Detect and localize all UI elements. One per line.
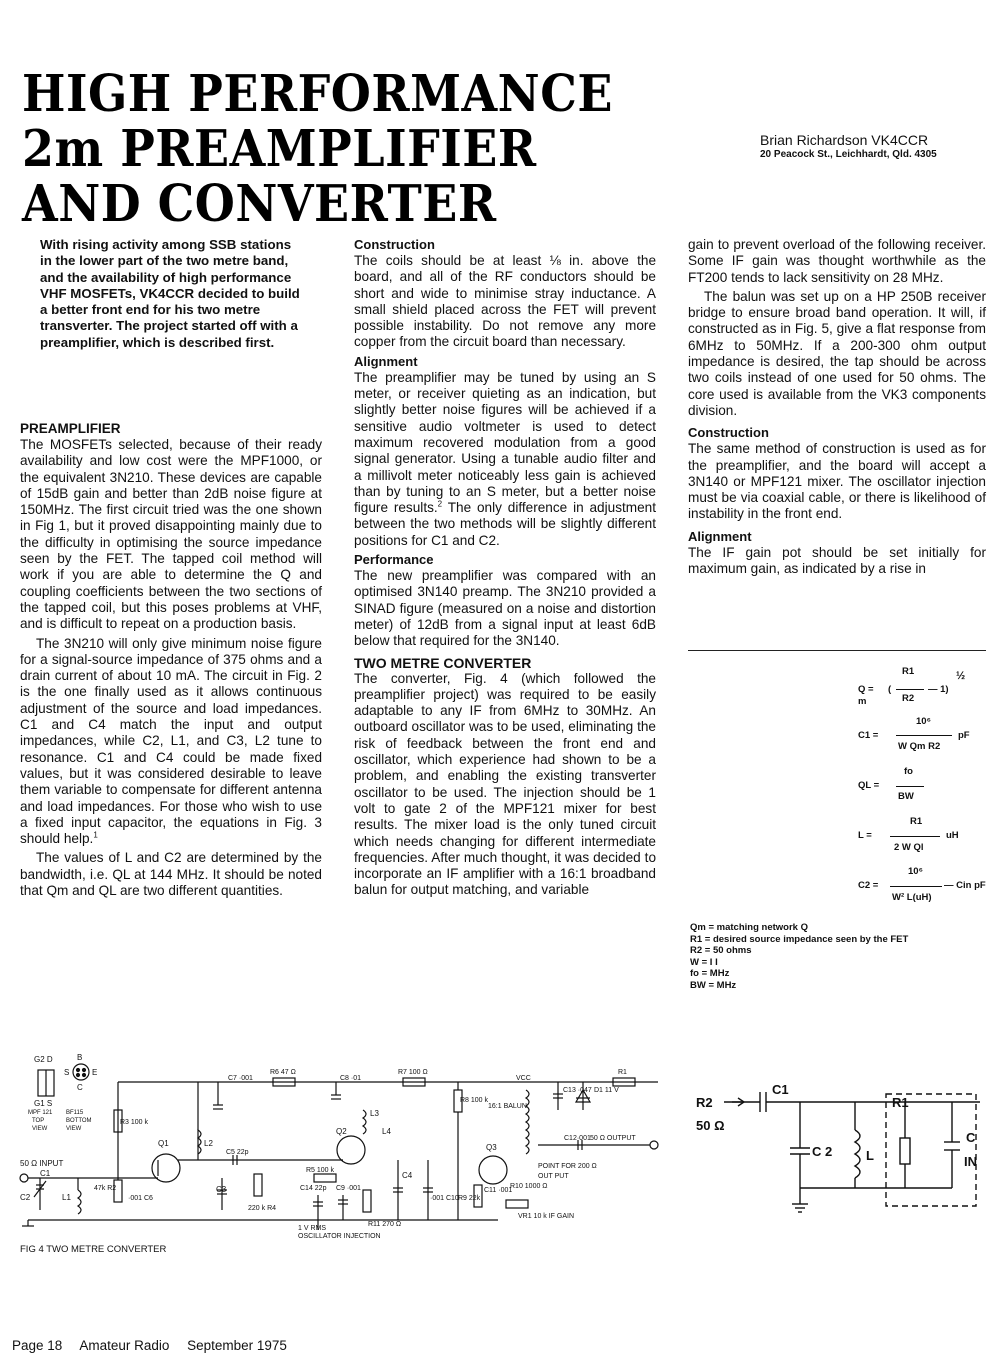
fig5-in: IN bbox=[964, 1154, 977, 1169]
eq-ql-lhs: QL = bbox=[858, 780, 880, 791]
fig5-l: L bbox=[866, 1148, 874, 1163]
label-balun: 16:1 BALUN bbox=[488, 1103, 527, 1110]
heading-construction-2: Construction bbox=[688, 425, 769, 441]
eq-l-num: R1 bbox=[910, 816, 923, 827]
balun-transformer bbox=[526, 1090, 529, 1154]
paragraph: The preamplifier may be tuned by using an S meter, or receiver quieting as an indication, but slightly better noise figures will be achieved if a sensitive audio voltmeter is used to detect maximum recovered modulation from a good signal generator. Using a tunable audio filter and a millivolt meter noticeably less gain is achieved than by tuning to an S meter, but a better noise figure results.$^2$ The only difference in adjustment between the two methods will be slightly different positions for C1 and C2. bbox=[354, 369, 656, 548]
heading-alignment: Alignment bbox=[354, 353, 418, 369]
label-c14: C14 22p bbox=[300, 1185, 327, 1192]
heading-construction: Construction bbox=[354, 237, 435, 252]
eq-c1-lhs: C1 = bbox=[858, 730, 879, 741]
label-c9: C9 ·001 bbox=[336, 1185, 361, 1192]
eq-q-exp: ½ bbox=[956, 670, 966, 682]
label-g1s: G1 S bbox=[34, 1099, 53, 1108]
label-c7: C7 ·001 bbox=[228, 1075, 253, 1082]
eq-c2-den: W² L(uH) bbox=[892, 892, 932, 903]
label-top: TOP bbox=[32, 1118, 45, 1124]
paragraph: The same method of construction is used as for the preamplifier, and the board will accept a 3N140 or MPF121 mixer. The oscillator injection must be via coaxial cable, or there is likelihood of instability in the front end. bbox=[688, 441, 986, 522]
fig5-schematic bbox=[690, 1080, 990, 1220]
heading-preamplifier: PREAMPLIFIER bbox=[20, 421, 121, 436]
label-r3: R3 100 k bbox=[120, 1119, 149, 1126]
eq-c2-lhs: C2 = bbox=[858, 880, 879, 891]
eq-q-den: R2 bbox=[902, 693, 915, 704]
label-q3: Q3 bbox=[486, 1143, 497, 1152]
divider bbox=[688, 650, 986, 651]
label-r8: R8 100 k bbox=[460, 1097, 489, 1104]
paragraph: The values of L and C2 are determined by the bandwidth, i.e. QL at 144 MHz. It should be noted that Qm and QL are two different quantities. bbox=[20, 850, 322, 899]
potentiometer-vr1 bbox=[506, 1200, 528, 1208]
label-c13: C13 ·047 bbox=[563, 1087, 592, 1094]
label-r2: 47k R2 bbox=[94, 1185, 117, 1192]
label-view2: VIEW bbox=[66, 1126, 82, 1132]
definition: Qm = matching network Q bbox=[690, 922, 808, 933]
author-name: Brian Richardson VK4CCR bbox=[760, 132, 929, 148]
eq-q-close: — 1) bbox=[928, 684, 949, 695]
transistor-q3 bbox=[479, 1156, 507, 1184]
label-r9: R9 22k bbox=[458, 1195, 481, 1202]
input-connector bbox=[20, 1174, 28, 1182]
label-c1: C1 bbox=[40, 1169, 51, 1178]
heading-performance: Performance bbox=[354, 552, 434, 568]
inductor-l3 bbox=[363, 1110, 366, 1134]
label-c11: C11 ·001 bbox=[484, 1187, 513, 1194]
article-title bbox=[22, 63, 662, 234]
definition: BW = MHz bbox=[690, 979, 737, 991]
label-mpf: MPF 121 bbox=[28, 1110, 53, 1116]
label-q1: Q1 bbox=[158, 1139, 169, 1148]
fraction-bar bbox=[896, 735, 952, 736]
label-l4: L4 bbox=[382, 1127, 391, 1136]
byline bbox=[760, 132, 990, 161]
label-r11: R11 270 Ω bbox=[368, 1221, 402, 1228]
label-l2: L2 bbox=[204, 1139, 213, 1148]
eq-c2-tail: — Cin pF bbox=[944, 880, 986, 891]
fraction-bar bbox=[896, 689, 924, 690]
label-view: VIEW bbox=[32, 1126, 48, 1132]
label-g2d: G2 D bbox=[34, 1055, 53, 1064]
label-osc: OSCILLATOR INJECTION bbox=[298, 1233, 381, 1240]
label-r4: 220 k R4 bbox=[248, 1205, 277, 1212]
eq-ql-num: fo bbox=[904, 766, 913, 777]
column-3 bbox=[688, 237, 986, 577]
label-b: B bbox=[77, 1053, 83, 1062]
fig5-r1: R1 bbox=[892, 1095, 909, 1110]
label-d1: D1 11 V bbox=[594, 1087, 619, 1094]
title-line-1: HIGH PERFORMANCE bbox=[22, 63, 613, 124]
resistor-r4 bbox=[254, 1174, 262, 1196]
paragraph: The new preamplifier was compared with an optimised 3N140 preamp. The 3N210 provided a SINAD figure (measured on a noise and distortion meter) of 12dB from a signal input at least 6dB below that required for the 3N140. bbox=[354, 568, 656, 649]
transistor-q2 bbox=[337, 1136, 365, 1164]
label-l3: L3 bbox=[370, 1109, 379, 1118]
paragraph: The IF gain pot should be set initially for maximum gain, as indicated by a rise in bbox=[688, 544, 986, 577]
label-s: S bbox=[64, 1068, 70, 1077]
fig5-c1: C1 bbox=[772, 1082, 789, 1097]
resistor-r11 bbox=[363, 1190, 371, 1212]
magazine-name: Amateur Radio bbox=[79, 1338, 170, 1353]
label-c8: C8 ·01 bbox=[340, 1075, 362, 1082]
paragraph: The balun was set up on a HP 250B receiver bridge to ensure broad band operation. It will, if constructed as in Fig. 5, give a flat response from 6MHz to 50MHz. If a 200-300 ohm output impedance is desired, the tap should be across two coils instead of one used for 50 ohms. The core used is available from the VK3 components division. bbox=[688, 288, 986, 418]
eq-c1-unit: pF bbox=[958, 730, 970, 741]
paragraph: The MOSFETs selected, because of their ready availability and low cost were the MPF1000, or the equivalent 3N210. These devices are capable of 15dB gain and better than 2dB noise figure at 150MHz. The first circuit tried was the one shown in Fig 1, but it proved disappointing mainly due to the difficulty in optimising the source impedance seen by the FET. The tapped coil method will work if you are able to determine the Q and coupling coefficients between the two sections of the tapped coil, but this poses problems at VHF, and is difficult to repeat on a production basis. bbox=[20, 437, 322, 632]
heading-alignment-2: Alignment bbox=[688, 528, 752, 544]
equation-definitions bbox=[690, 922, 990, 992]
eq-l-lhs: L = bbox=[858, 830, 872, 841]
label-rms: 1 V RMS bbox=[298, 1225, 327, 1232]
fig5-ohm: 50 Ω bbox=[696, 1118, 725, 1133]
eq-c1-num: 10⁶ bbox=[916, 716, 931, 727]
eq-ql-den: BW bbox=[898, 791, 914, 802]
label-vr1: VR1 10 k IF GAIN bbox=[518, 1213, 575, 1220]
eq-c2-num: 10⁶ bbox=[908, 866, 923, 877]
label-out: 50 Ω OUTPUT bbox=[590, 1135, 636, 1142]
fraction-bar bbox=[896, 786, 924, 787]
bf115-pinout-circle bbox=[73, 1064, 89, 1080]
fig5-inductor-l bbox=[855, 1130, 860, 1178]
fig5-c: C bbox=[966, 1130, 976, 1145]
fig3-equations bbox=[690, 662, 990, 922]
author-address: 20 Peacock St., Leichhardt, Qld. 4305 bbox=[760, 149, 937, 160]
eq-c1-den: W Qm R2 bbox=[898, 741, 941, 752]
eq-q-lhs: Q = bbox=[858, 684, 874, 695]
definition: R2 = 50 ohms bbox=[690, 945, 752, 957]
paragraph: gain to prevent overload of the following receiver. Some IF gain was thought worthwhile as the FT200 tends to lack sensitivity on 28 MHz. bbox=[688, 237, 986, 285]
label-c6: ·001 C6 bbox=[128, 1195, 153, 1202]
column-1 bbox=[20, 420, 322, 899]
label-c3: C3 bbox=[216, 1185, 227, 1194]
eq-q-num: R1 bbox=[902, 666, 915, 677]
label-bottom: BOTTOM bbox=[66, 1118, 92, 1124]
label-r6: R6 47 Ω bbox=[270, 1069, 296, 1076]
page-footer bbox=[12, 1338, 301, 1353]
fraction-bar bbox=[890, 886, 942, 887]
lead-paragraph: With rising activity among SSB stations in the lower part of the two metre band, and the availability of high performance VHF MOSFETs, VK4CCR decided to build a better front end for his two metre transverter. The project started off with a preamplifier, which is described first. bbox=[40, 237, 300, 350]
eq-l-unit: uH bbox=[946, 830, 959, 841]
heading-two-metre-converter: TWO METRE CONVERTER bbox=[354, 654, 532, 671]
label-r7: R7 100 Ω bbox=[398, 1069, 428, 1076]
paragraph: The 3N210 will only give minimum noise figure for a signal-source impedance of 375 ohms and a drain current of about 10 mA. The circuit in Fig. 2 is the one finally used as it allows continuous adjustment of the source and load impedances. C1 and C4 match the input and output impedances, while C2, L1, and C3, L2 tune to resonance. C1 and C4 could be made fixed values, but it was considered desirable to leave them variable to compensate for different antenna and load impedances. For those who wish to use a fixed input capacitor, the equations in Fig. 3 should help.$^1$ bbox=[20, 635, 322, 847]
fraction-bar bbox=[890, 836, 940, 837]
paragraph: The coils should be at least ⅛ in. above the board, and all of the RF conductors should be short and wide to minimise stray inductance. A small shield placed across the FET will prevent possible instability. Do not remove any more copper from the circuit board than necessary. bbox=[354, 253, 656, 350]
fig5-resistor-r1 bbox=[900, 1138, 910, 1164]
label-vcc: VCC bbox=[516, 1075, 531, 1082]
paragraph: The converter, Fig. 4 (which followed the preamplifier project) was required to be easily adaptable to any IF from 6MHz to 30MHz. An outboard oscillator was to be used, eliminating the risk of feedback between the front end and oscillator, which experience had shown to be a problem, and enabling the existing transverter oscillator to be used. The injection should be 1 volt to gate 2 of the MPF121 mixer for best results. The mixer load is the only tuned circuit which needs changing for different intermediate frequencies. After much thought, it was decided to incorporate an IF amplifier with a 16:1 broadband balun for output matching, and variable bbox=[354, 670, 656, 898]
label-bf: BF115 bbox=[66, 1110, 84, 1116]
definition: W = I I bbox=[690, 956, 718, 968]
definition: fo = MHz bbox=[690, 968, 730, 980]
footnote-ref: 1 bbox=[93, 830, 98, 840]
fig4-caption: FIG 4 TWO METRE CONVERTER bbox=[20, 1244, 167, 1255]
label-input: 50 Ω INPUT bbox=[20, 1159, 64, 1168]
fig4-schematic bbox=[18, 1050, 660, 1260]
label-q2: Q2 bbox=[336, 1127, 347, 1136]
definition: R1 = desired source impedance seen by the FET bbox=[690, 933, 909, 945]
page-number: Page 18 bbox=[12, 1338, 63, 1353]
title-line-2: 2m PREAMPLIFIER bbox=[22, 118, 537, 179]
inductor-l2 bbox=[198, 1130, 201, 1160]
column-2 bbox=[354, 237, 656, 899]
transistor-q1 bbox=[152, 1154, 180, 1182]
label-output: OUT PUT bbox=[538, 1173, 569, 1180]
fig5-r2: R2 bbox=[696, 1095, 713, 1110]
label-c2: C2 bbox=[20, 1193, 31, 1202]
label-r10: R10 1000 Ω bbox=[510, 1183, 548, 1190]
label-l1: L1 bbox=[62, 1193, 71, 1202]
label-r5: R5 100 k bbox=[306, 1167, 335, 1174]
output-connector bbox=[650, 1141, 658, 1149]
label-r1: R1 bbox=[618, 1069, 627, 1076]
label-c10: ·001 C10 bbox=[430, 1195, 459, 1202]
fig5-c2: C 2 bbox=[812, 1144, 833, 1159]
eq-q-open: ( bbox=[888, 684, 892, 695]
resistor-r5 bbox=[314, 1174, 336, 1182]
eq-l-den: 2 W Ql bbox=[894, 842, 924, 853]
label-point: POINT FOR 200 Ω bbox=[538, 1163, 597, 1170]
label-e: E bbox=[92, 1068, 98, 1077]
label-c: C bbox=[77, 1083, 83, 1092]
title-line-3: AND CONVERTER bbox=[22, 173, 497, 234]
eq-q-sub: m bbox=[858, 696, 867, 707]
label-c12: C12·001 bbox=[564, 1135, 591, 1142]
footnote-ref: 2 bbox=[437, 499, 443, 509]
issue-date: September 1975 bbox=[187, 1338, 287, 1353]
inductor-l1 bbox=[78, 1190, 81, 1214]
label-c4: C4 bbox=[402, 1171, 413, 1180]
label-c5: C5 22p bbox=[226, 1149, 249, 1156]
